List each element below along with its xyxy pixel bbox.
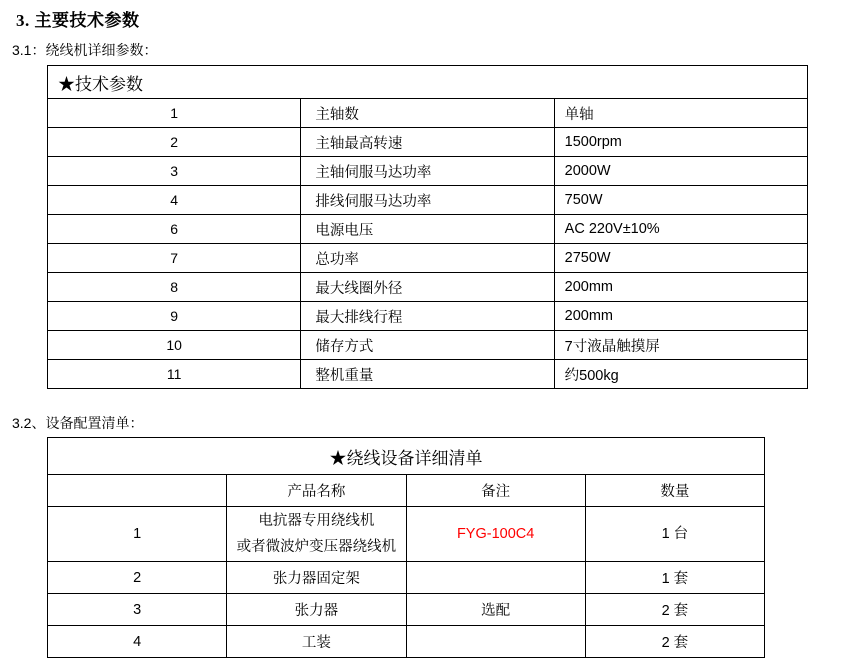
config-table [47,437,765,658]
config-row-qty: 2 套 [585,594,764,626]
config-header-product: 产品名称 [227,475,406,507]
table-row [48,594,765,626]
spec-row-name: 储存方式 [301,331,554,360]
table-row [48,273,808,302]
table-row [48,507,765,562]
config-row-qty: 2 套 [585,626,764,658]
table-row [48,99,808,128]
table-row [48,244,808,273]
config-row-index: 1 [48,507,227,562]
page-title: 3. 主要技术参数 [16,11,140,30]
spec-row-index: 11 [48,360,301,389]
spec-row-value: 750W [554,186,807,215]
spec-row-index: 6 [48,215,301,244]
config-row-index: 3 [48,594,227,626]
spec-table-title: ★技术参数 [48,66,808,99]
table-row [48,157,808,186]
spec-row-name: 电源电压 [301,215,554,244]
config-table-title-row [48,438,765,475]
config-row-product [227,507,406,562]
spec-row-index: 9 [48,302,301,331]
config-row-product-line2: 或者微波炉变压器绕线机 [236,539,397,555]
spec-row-name: 主轴数 [301,99,554,128]
spec-row-index: 4 [48,186,301,215]
spec-row-name: 主轴最高转速 [301,128,554,157]
spec-row-value: AC 220V±10% [554,215,807,244]
table-row [48,215,808,244]
config-row-note [406,562,585,594]
section-label-config: 3.2、设备配置清单： [12,415,144,431]
spec-row-index: 7 [48,244,301,273]
table-row [48,186,808,215]
spec-row-value: 约500kg [554,360,807,389]
spec-row-index: 8 [48,273,301,302]
config-row-index: 4 [48,626,227,658]
config-header-index [48,475,227,507]
config-table-container [47,437,765,658]
table-row [48,302,808,331]
spec-table-title-row [48,66,808,99]
spec-row-value: 7寸液晶触摸屏 [554,331,807,360]
table-row [48,128,808,157]
spec-row-name: 最大线圈外径 [301,273,554,302]
spec-row-index: 1 [48,99,301,128]
spec-row-value: 200mm [554,302,807,331]
table-row [48,562,765,594]
config-table-title: ★绕线设备详细清单 [48,438,765,475]
spec-row-index: 10 [48,331,301,360]
config-row-note [406,626,585,658]
spec-row-value: 2000W [554,157,807,186]
table-row [48,360,808,389]
config-row-note: FYG-100C4 [406,507,585,562]
config-table-header-row [48,475,765,507]
config-row-note: 选配 [406,594,585,626]
config-row-qty: 1 套 [585,562,764,594]
spec-row-index: 2 [48,128,301,157]
spec-row-name: 总功率 [301,244,554,273]
config-row-product: 张力器固定架 [227,562,406,594]
config-row-product-line1: 电抗器专用绕线机 [258,513,375,529]
spec-table-container [47,65,808,389]
spec-row-name: 最大排线行程 [301,302,554,331]
spec-row-name: 整机重量 [301,360,554,389]
config-row-qty: 1 台 [585,507,764,562]
table-row [48,626,765,658]
config-header-qty: 数量 [585,475,764,507]
spec-row-value: 1500rpm [554,128,807,157]
section-label-spec: 3.1：绕线机详细参数： [12,42,158,58]
spec-row-value: 2750W [554,244,807,273]
config-row-product: 张力器 [227,594,406,626]
spec-row-name: 主轴伺服马达功率 [301,157,554,186]
config-row-product: 工装 [227,626,406,658]
config-header-note: 备注 [406,475,585,507]
spec-row-value: 单轴 [554,99,807,128]
spec-row-index: 3 [48,157,301,186]
config-row-index: 2 [48,562,227,594]
spec-table [47,65,808,389]
spec-row-name: 排线伺服马达功率 [301,186,554,215]
spec-row-value: 200mm [554,273,807,302]
table-row [48,331,808,360]
